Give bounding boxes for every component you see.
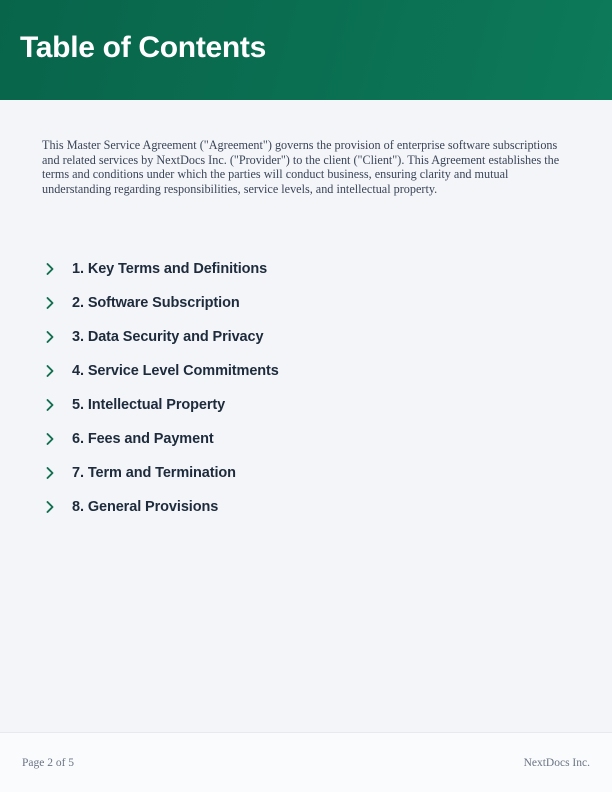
footer-page-number: Page 2 of 5: [22, 756, 75, 769]
table-of-contents-list: [0, 252, 612, 524]
chevron-right-icon: [42, 431, 58, 447]
toc-entry-label: 8. General Provisions: [72, 499, 219, 515]
toc-entry-label: 5. Intellectual Property: [72, 397, 226, 413]
toc-entry[interactable]: [0, 422, 612, 456]
toc-entry[interactable]: [0, 286, 612, 320]
page-title: Table of Contents: [20, 31, 267, 64]
chevron-right-icon: [42, 465, 58, 481]
page-header-banner: [0, 0, 612, 100]
chevron-right-icon: [42, 295, 58, 311]
chevron-right-icon: [42, 363, 58, 379]
toc-entry[interactable]: [0, 354, 612, 388]
footer-company-name: NextDocs Inc.: [523, 756, 590, 769]
toc-entry[interactable]: [0, 320, 612, 354]
toc-entry[interactable]: [0, 490, 612, 524]
toc-entry-label: 4. Service Level Commitments: [72, 363, 279, 379]
toc-entry[interactable]: [0, 456, 612, 490]
page-content: [0, 100, 612, 515]
chevron-right-icon: [42, 499, 58, 515]
toc-entry-label: 6. Fees and Payment: [72, 431, 214, 447]
chevron-right-icon: [42, 261, 58, 277]
toc-entry-label: 1. Key Terms and Definitions: [72, 261, 268, 277]
page-footer: [0, 732, 612, 792]
footer-row: [0, 733, 612, 792]
toc-entry[interactable]: [0, 252, 612, 286]
toc-entry[interactable]: [0, 388, 612, 422]
chevron-right-icon: [42, 397, 58, 413]
toc-entry-label: 7. Term and Termination: [72, 465, 236, 481]
toc-entry-label: 2. Software Subscription: [72, 295, 240, 311]
intro-paragraph: This Master Service Agreement ("Agreement") governs the provision of enterprise software subscriptions and related services by NextDocs Inc. ("Provider") to the client ("Client"). This Agreement establishes the terms and conditions under which the parties will conduct business, ensuring clarity and mutual understanding regarding responsibilities, service levels, and intellectual property.: [42, 138, 560, 196]
chevron-right-icon: [42, 329, 58, 345]
toc-entry-label: 3. Data Security and Privacy: [72, 329, 264, 345]
